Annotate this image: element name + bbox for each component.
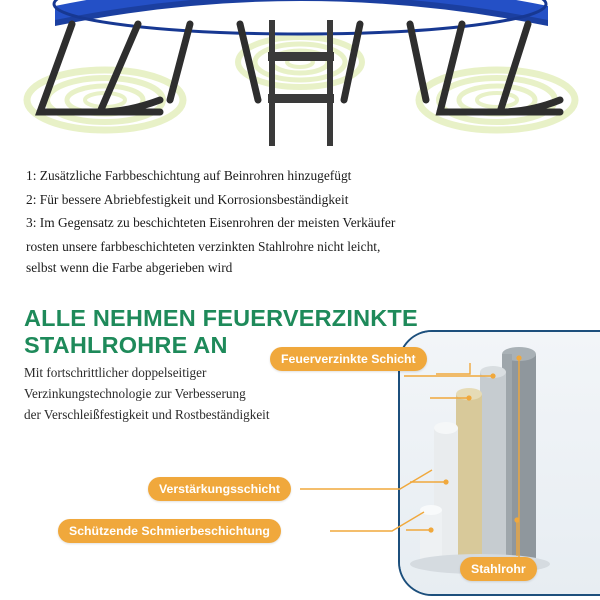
trampoline-illustration: [0, 0, 600, 160]
description-line-3: der Verschleißfestigkeit und Rostbeständigkeit: [24, 407, 270, 422]
tube-coating: [480, 366, 506, 562]
trampoline-frame: [54, 0, 548, 34]
label-feuerverzinkte-schicht[interactable]: Feuerverzinkte Schicht: [270, 347, 427, 371]
tube-front-stub: [420, 505, 442, 562]
label-schuetzende-schmierbeschichtung[interactable]: Schützende Schmierbeschichtung: [58, 519, 281, 543]
description-line-1: Mit fortschrittlicher doppelseitiger: [24, 365, 207, 380]
layer-tubes: [400, 332, 600, 594]
bullet-3-cont-2: selbst wenn die Farbe abgerieben wird: [26, 260, 233, 275]
section-headline: ALLE NEHMEN FEUERVERZINKTE STAHLROHRE AN: [24, 305, 418, 358]
label-stahlrohr[interactable]: Stahlrohr: [460, 557, 537, 581]
description-line-2: Verzinkungstechnologie zur Verbesserung: [24, 386, 246, 401]
bullet-2: 2: Für bessere Abriebfestigkeit und Korrosionsbeständigkeit: [26, 191, 349, 207]
bullet-3: 3: Im Gegensatz zu beschichteten Eisenrohren der meisten Verkäufer: [26, 215, 396, 230]
bullet-1: 1: Zusätzliche Farbbeschichtung auf Beinrohren hinzugefügt: [26, 168, 352, 183]
label-verstaerkungsschicht[interactable]: Verstärkungsschicht: [148, 477, 291, 501]
bullet-3-cont-1: rosten unsere farbbeschichteten verzinkten Stahlrohre nicht leicht,: [26, 238, 381, 254]
section-description: [24, 362, 354, 425]
product-image: [0, 0, 600, 160]
feature-bullets: [0, 165, 600, 279]
tube-reinforce: [456, 388, 482, 562]
